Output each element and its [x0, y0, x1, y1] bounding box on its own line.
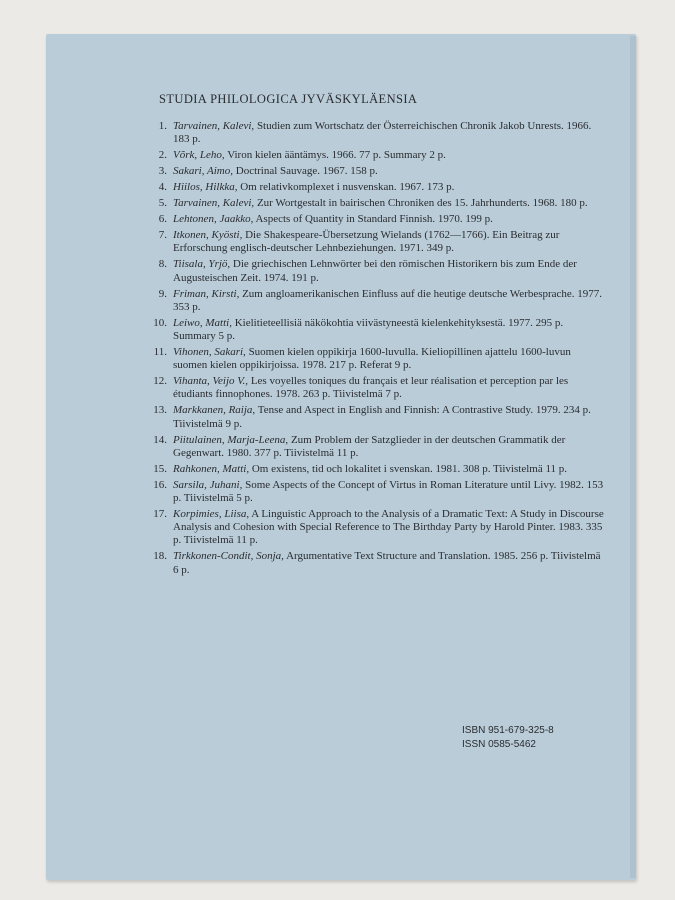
list-item — [145, 434, 605, 460]
entry-title: Doctrinal Sauvage. 1967. 158 p. — [233, 165, 378, 178]
entry-number: 11. — [153, 346, 167, 359]
entry-title: Zum Problem der Satzglieder in der deutschen Grammatik der Gegenwart. 1980. 377 p. Tiivistelmä 11 p. — [173, 433, 566, 459]
entry-author: Tarvainen, Kalevi, — [173, 120, 255, 132]
list-item — [145, 165, 605, 178]
isbn-number: ISBN 951-679-325-8 — [462, 725, 554, 736]
entry-number: 16. — [153, 478, 167, 491]
entry-title: Om relativkomplexet i nusvenskan. 1967. 173 p. — [237, 181, 455, 194]
list-item — [145, 197, 605, 210]
entry-number: 3. — [158, 165, 167, 178]
list-item — [145, 508, 605, 548]
entry-number: 15. — [153, 462, 167, 475]
entry-title: Zum angloamerikanischen Einfluss auf die heutige deutsche Werbesprache. 1977. 353 p. — [173, 287, 603, 313]
entry-author: Sarsila, Juhani, — [173, 478, 243, 491]
list-item — [145, 550, 605, 576]
entry-title: A Linguistic Approach to the Analysis of a Dramatic Text: A Study in Discourse Analysis and Cohesion with Special Reference to The Birthday Party by Harold Pinter. 1983. 335 p. Tiivistelmä 11 p. — [173, 508, 604, 547]
entry-number: 4. — [158, 181, 167, 194]
entry-number: 13. — [153, 404, 167, 417]
entry-title: Argumentative Text Structure and Translation. 1985. 256 p. Tiivistelmä 6 p. — [173, 550, 601, 576]
entry-title: Tense and Aspect in English and Finnish: A Contrastive Study. 1979. 234 p. Tiivistelmä 9 p. — [173, 404, 591, 430]
entry-author: Leiwo, Matti, — [173, 316, 232, 329]
entry-number: 7. — [158, 229, 167, 242]
entry-author: Rahkonen, Matti, — [173, 462, 250, 475]
entry-author: Tirkkonen-Condit, Sonja, — [173, 550, 284, 563]
list-item — [145, 317, 605, 343]
entry-title: Les voyelles toniques du français et leur réalisation et perception par les étudiants finnophones. 1978. 263 p. Tiivistelmä 7 p. — [173, 375, 569, 401]
list-item — [145, 213, 605, 226]
entry-number: 1. — [158, 120, 167, 132]
entry-author: Lehtonen, Jaakko, — [173, 213, 254, 226]
entry-title: Die Shakespeare-Übersetzung Wielands (1762—1766). Ein Beitrag zur Erforschung englisch-deutscher Lehnbeziehungen. 1971. 349 p. — [173, 229, 560, 255]
entry-author: Sakari, Aimo, — [173, 165, 233, 178]
entry-author: Markkanen, Raija, — [173, 404, 256, 417]
entry-author: Itkonen, Kyösti, — [173, 229, 243, 242]
entry-title: Suomen kielen oppikirja 1600-luvulla. Kieliopillinen ajattelu 1600-luvun suomen kielen oppikirjoissa. 1978. 217 p. Referat 9 p. — [173, 346, 571, 372]
entry-title: Kielitieteellisiä näkökohtia viivästyneestä kielenkehityksestä. 1977. 295 p. Summary 5 p. — [173, 316, 564, 343]
entry-number: 5. — [158, 197, 167, 210]
entry-number: 14. — [153, 433, 167, 446]
entry-number: 6. — [158, 213, 167, 226]
entry-title: Viron kielen ääntämys. 1966. 77 p. Summary 2 p. — [224, 149, 446, 162]
list-item — [145, 149, 605, 162]
entry-number: 12. — [153, 375, 167, 388]
entry-author: Tarvainen, Kalevi, — [173, 197, 255, 210]
list-item — [145, 229, 605, 255]
list-item — [145, 404, 605, 430]
entry-number: 9. — [158, 287, 167, 300]
list-item — [145, 346, 605, 372]
entry-author: Friman, Kirsti, — [173, 287, 240, 300]
entry-author: Hiilos, Hilkka, — [173, 181, 238, 194]
entry-title: Die griechischen Lehnwörter bei den römischen Historikern bis zum Ende der Augusteischen Zeit. 1974. 191 p. — [173, 258, 577, 284]
book-edge — [630, 36, 636, 878]
issn-number: ISSN 0585-5462 — [462, 739, 536, 750]
series-title: STUDIA PHILOLOGICA JYVÄSKYLÄENSIA — [159, 92, 418, 106]
list-item — [145, 463, 605, 476]
list-item — [145, 288, 605, 314]
series-list — [145, 120, 605, 580]
entry-number: 10. — [153, 316, 167, 329]
entry-author: Vihonen, Sakari, — [173, 346, 246, 359]
entry-author: Tiisala, Yrjö, — [173, 258, 231, 271]
entry-author: Võrk, Leho, — [173, 149, 225, 162]
entry-number: 18. — [153, 550, 167, 563]
entry-title: Aspects of Quantity in Standard Finnish. 1970. 199 p. — [253, 213, 493, 226]
identifiers — [462, 724, 554, 752]
list-item — [145, 181, 605, 194]
entry-author: Piitulainen, Marja-Leena, — [173, 433, 289, 446]
list-item — [145, 479, 605, 505]
entry-author: Vihanta, Veijo V., — [173, 375, 249, 388]
entry-title: Some Aspects of the Concept of Virtus in Roman Literature until Livy. 1982. 153 p. Tiivistelmä 5 p. — [173, 478, 604, 505]
entry-title: Studien zum Wortschatz der Österreichischen Chronik Jakob Unrests. 1966. 183 p. — [173, 120, 592, 146]
entry-author: Korpimies, Liisa, — [173, 508, 250, 521]
entry-number: 17. — [153, 508, 167, 521]
list-item — [145, 120, 605, 146]
entry-number: 2. — [158, 149, 167, 162]
entry-title: Zur Wortgestalt in bairischen Chroniken des 15. Jahrhunderts. 1968. 180 p. — [254, 197, 588, 210]
entry-number: 8. — [158, 258, 167, 271]
list-item — [145, 258, 605, 284]
entry-title: Om existens, tid och lokalitet i svenskan. 1981. 308 p. Tiivistelmä 11 p. — [249, 462, 568, 475]
list-item — [145, 375, 605, 401]
